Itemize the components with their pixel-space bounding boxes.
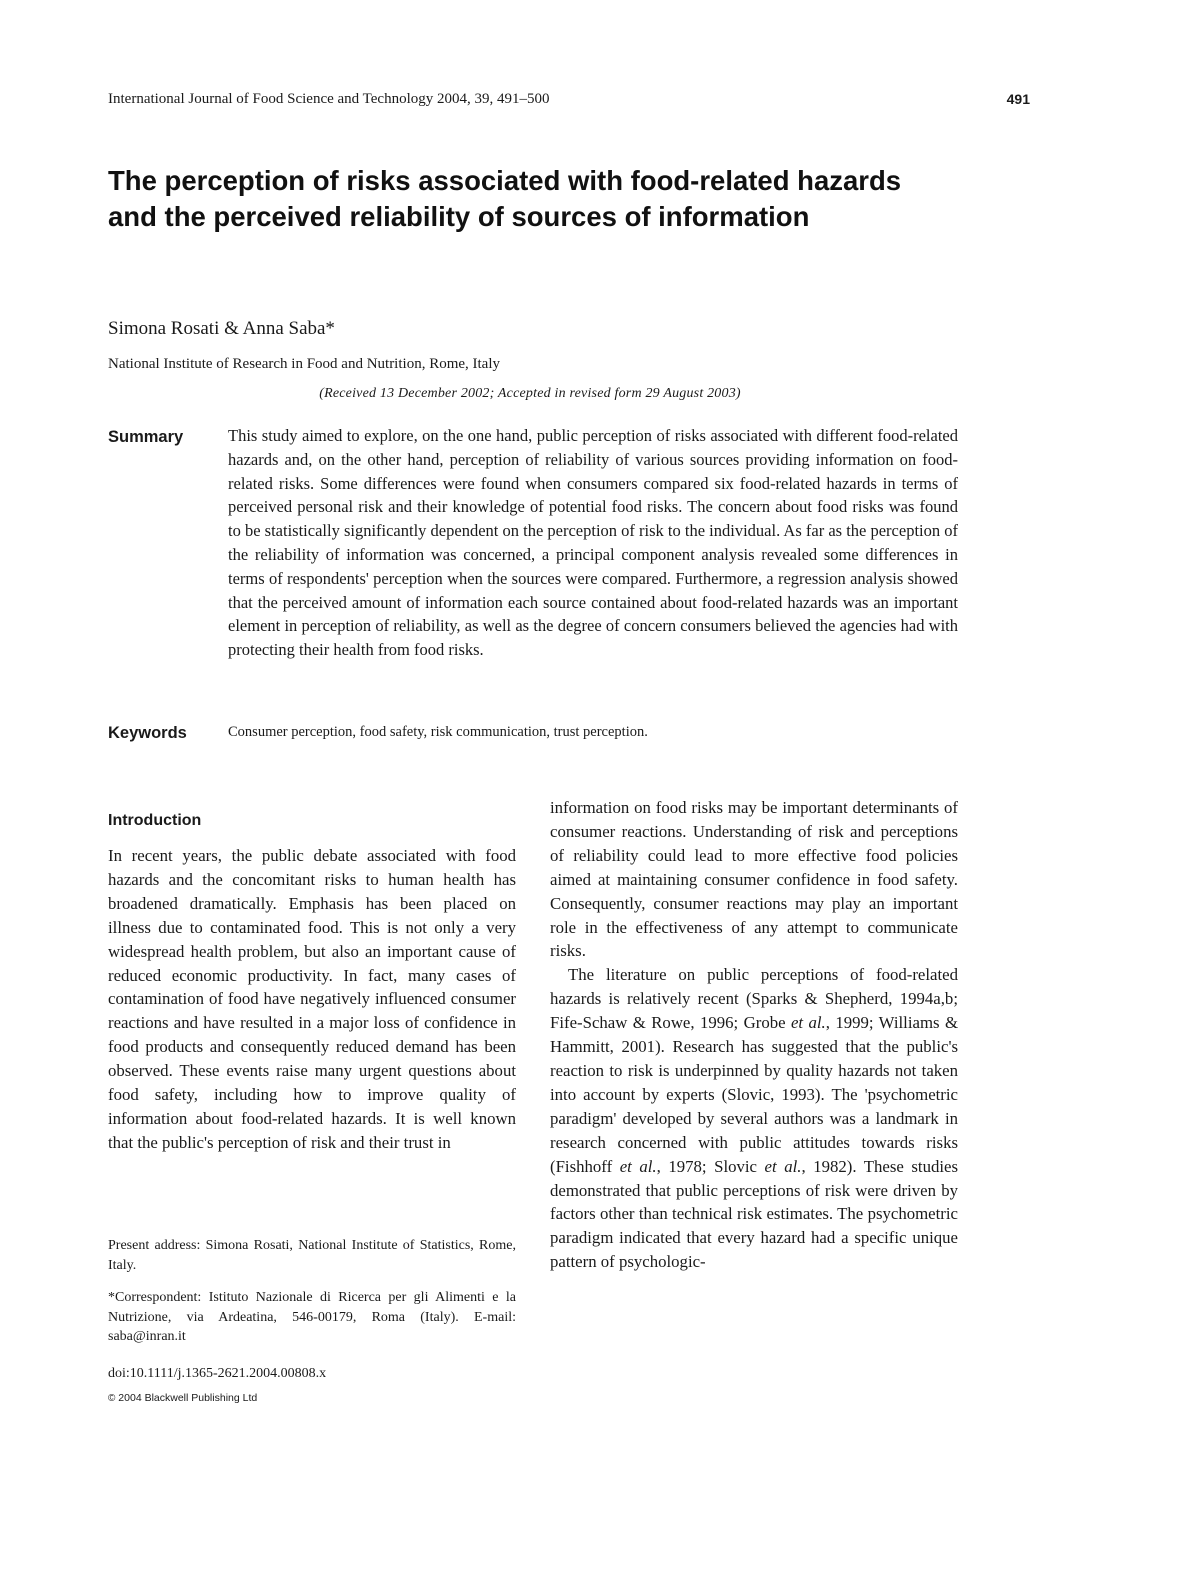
summary-text: This study aimed to explore, on the one hand, public perception of risks associated with different food-related hazards and, on the other hand, perception of reliability of various sources providing information on food-related risks. Some differences were found when consumers compared six food-related hazards in terms of perceived personal risk and their knowledge of potential food risks. The concern about food risks was found to be statistically significantly dependent on the perception of risk to the individual. As far as the perception of the reliability of information was concerned, a principal component analysis revealed some differences in terms of respondents' perception when the sources were compared. Furthermore, a regression analysis showed that the perceived amount of information each source contained about food-related hazards was an important element in perception of reliability, as well as the degree of concern consumers believed the agencies had with protecting their health from food risks. <box>228 426 958 660</box>
et-al: et al. <box>619 1156 657 1176</box>
footnote-present-address: Present address: Simona Rosati, National Institute of Statistics, Rome, Italy. <box>108 1238 516 1273</box>
doi: doi:10.1111/j.1365-2621.2004.00808.x <box>108 1366 327 1381</box>
authors: Simona Rosati & Anna Saba* <box>108 318 335 339</box>
summary-label: Summary <box>108 428 184 446</box>
copyright-text: 2004 Blackwell Publishing Ltd <box>118 1392 258 1404</box>
intro-paragraph-2 <box>550 963 958 1274</box>
intro-paragraph-1: In recent years, the public debate associated with food hazards and the concomitant risks to human health has broadened dramatically. Emphasis has been placed on illness due to contaminated food. This is not only a very widespread health problem, but also an important cause of reduced economic productivity. In fact, many cases of contamination of food have negatively influenced consumer reactions and have resulted in a major loss of confidence in food products and consequently reduced demand has been observed. These events raise many urgent questions about food safety, including how to improve quality of information about food-related hazards. It is well known that the public's perception of risk and their trust in <box>108 846 516 1152</box>
text-run: , 1999; Williams & Hammitt, 2001). Research has suggested that the public's reaction to risk is underpinned by quality hazards not taken into account by experts (Slovic, 1993). The 'psychometric paradigm' developed by several authors was a landmark in research concerned with public attitudes towards risks (Fishhoff <box>550 1013 958 1176</box>
copyright-symbol: © <box>108 1393 116 1404</box>
intro-paragraph-continued: information on food risks may be important determinants of consumer reactions. Understanding of risk and perceptions of reliability could lead to more effective food policies aimed at maintaining consumer confidence in food safety. Consequently, consumer reactions may play an important role in the effectiveness of any attempt to communicate risks. <box>550 798 958 961</box>
page-number: 491 <box>1006 91 1030 107</box>
affiliation: National Institute of Research in Food and Nutrition, Rome, Italy <box>108 356 501 372</box>
left-column <box>108 844 516 1155</box>
text-run: , 1982). These studies demonstrated that public perceptions of risk were driven by factors other than technical risk estimates. The psychometric paradigm indicated that every hazard had a specific unique pattern of psychologic- <box>550 1156 958 1272</box>
article-title: The perception of risks associated with food-related hazards and the perceived reliability of sources of information <box>108 165 902 232</box>
introduction-heading: Introduction <box>108 812 202 829</box>
received-dates: (Received 13 December 2002; Accepted in revised form 29 August 2003) <box>319 386 741 401</box>
footnote-correspondent: *Correspondent: Istituto Nazionale di Ricerca per gli Alimenti e la Nutrizione, via Ardeatina, 546-00179, Roma (Italy). E-mail: saba@inran.it <box>108 1290 516 1344</box>
right-column <box>550 796 958 1274</box>
keywords-label: Keywords <box>108 724 187 742</box>
copyright <box>108 1392 257 1404</box>
journal-citation: International Journal of Food Science and Technology 2004, 39, 491–500 <box>108 91 550 107</box>
et-al: et al. <box>790 1013 826 1033</box>
et-al: et al. <box>764 1156 802 1176</box>
text-run: , 1978; Slovic <box>656 1156 765 1176</box>
keywords-text: Consumer perception, food safety, risk communication, trust perception. <box>228 724 648 740</box>
text-run: The literature on public perceptions of food-related hazards is relatively recent (Sparks & Shepherd, 1994a,b; Fife-Schaw & Rowe, 1996; Grobe <box>550 965 958 1033</box>
